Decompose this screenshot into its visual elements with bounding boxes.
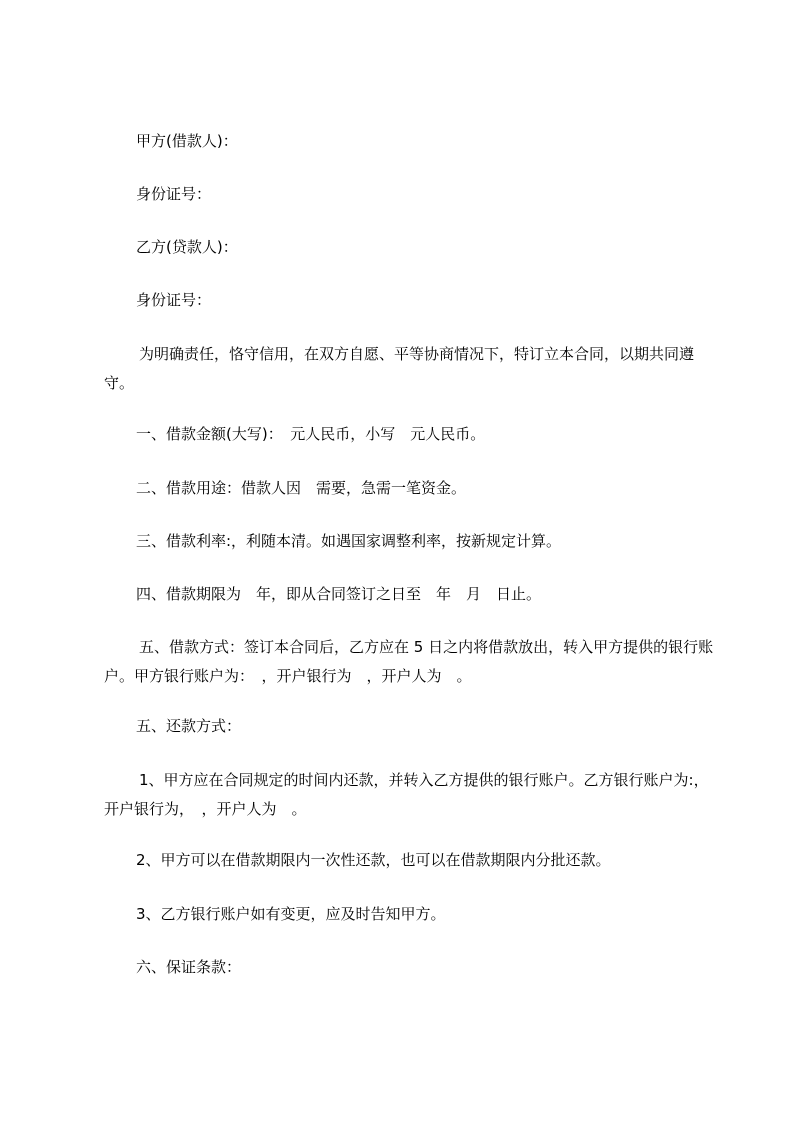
clause-repayment-heading: 五、还款方式： [136,717,242,735]
repayment-item-1: 1、甲方应在合同规定的时间内还款，并转入乙方提供的银行账户。乙方银行账户为:，开户银行为， ，开户人为 。 [104,771,709,818]
party-b-lender-line: 乙方(贷款人)： [136,238,238,256]
clause-loan-amount: 一、借款金额(大写)： 元人民币，小写 元人民币。 [136,425,486,443]
clause-loan-term: 四、借款期限为 年，即从合同签订之日至 年 月 日止。 [136,585,542,603]
clause-loan-purpose: 二、借款用途：借款人因 需要，急需一笔资金。 [136,479,467,497]
clause-interest-rate: 三、借款利率:，利随本清。如遇国家调整利率，按新规定计算。 [136,532,562,550]
repayment-item-2: 2、甲方可以在借款期限内一次性还款，也可以在借款期限内分批还款。 [136,851,611,869]
repayment-item-3: 3、乙方银行账户如有变更，应及时告知甲方。 [136,905,446,923]
clause-guarantee-heading: 六、保证条款： [136,958,242,976]
clause-loan-method: 五、借款方式：签订本合同后，乙方应在 5 日之内将借款放出，转入甲方提供的银行账户。甲方银行账户为： ，开户银行为 ，开户人为 。 [104,638,714,685]
preamble-paragraph: 为明确责任，恪守信用，在双方自愿、平等协商情况下，特订立本合同，以期共同遵守。 [104,345,695,392]
party-b-id-line: 身份证号： [136,291,212,309]
party-a-id-line: 身份证号： [136,185,212,203]
party-a-borrower-line: 甲方(借款人)： [136,132,238,150]
